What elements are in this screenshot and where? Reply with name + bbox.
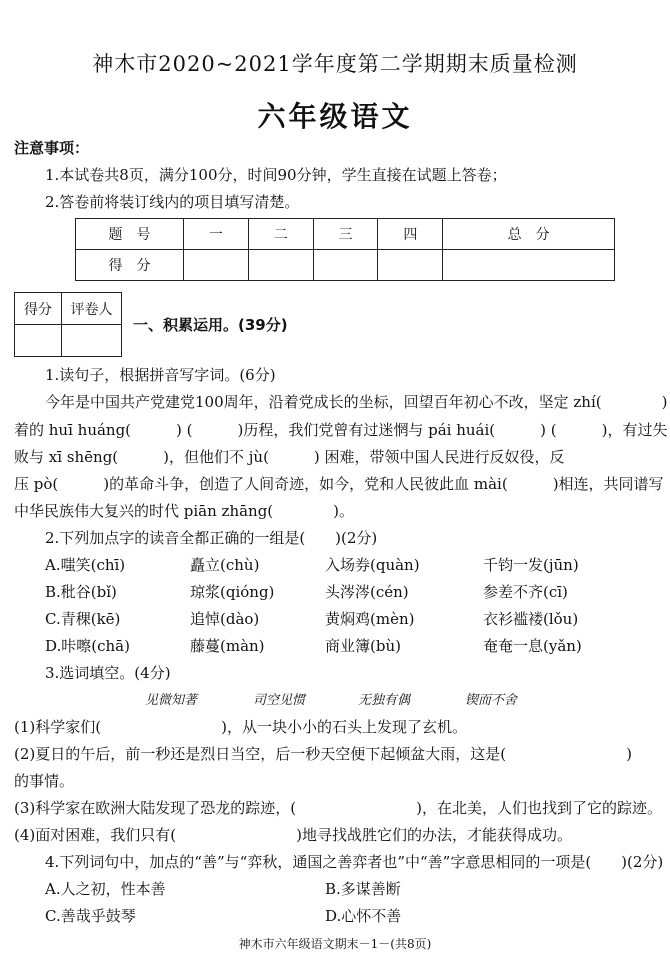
notice-heading: 注意事项： [14, 139, 90, 157]
q3-title: 3.选词填空。(4分) [45, 664, 171, 682]
q3-line: (2)夏日的午后，前一秒还是烈日当空，后一秒天空便下起倾盆大雨，这是( ) [14, 745, 632, 763]
exam-title: 神木市2020~2021学年度第二学期期末质量检测 [92, 52, 578, 76]
page-footer: 神木市六年级语文期末－1－(共8页) [238, 937, 432, 951]
section1-title: 一、积累运用。(39分) [133, 316, 288, 334]
q2-option: 千钧一发(jūn) [483, 556, 579, 574]
q2-option: 衣衫褴褛(lǒu) [483, 610, 579, 628]
q3-word: 司空见惯 [253, 693, 306, 708]
score-header-cell: 题 号 [76, 219, 184, 250]
q2-option: B.秕谷(bǐ) [45, 583, 117, 601]
q3-word: 无独有偶 [358, 693, 411, 708]
score-cell[interactable] [313, 250, 378, 281]
q2-option: 入场券(quàn) [325, 556, 420, 574]
score-cell[interactable] [248, 250, 313, 281]
score-header-cell: 二 [248, 219, 313, 250]
score-header-cell: 四 [378, 219, 443, 250]
score-table-header-row [76, 219, 615, 250]
score-table-score-row [76, 250, 615, 281]
q4-option: A.人之初，性本善 [45, 880, 166, 898]
q2-title: 2.下列加点字的读音全都正确的一组是( )(2分) [45, 529, 378, 547]
q4-option: D.心怀不善 [325, 907, 402, 925]
score-cell[interactable] [184, 250, 249, 281]
q3-word: 锲而不舍 [465, 693, 518, 708]
score-row-label: 得 分 [76, 250, 184, 281]
q2-option: 奄奄一息(yǎn) [483, 637, 582, 655]
q2-option: 头涔涔(cén) [325, 583, 409, 601]
score-header-cell: 一 [184, 219, 249, 250]
q3-line: (1)科学家们( )，从一块小小的石头上发现了玄机。 [14, 718, 467, 736]
q1-line: 压 pò( )的革命斗争，创造了人间奇迹，如今，党和人民彼此血 mài( )相连，共同谱写 [14, 475, 664, 493]
q1-line: 着的 huī huáng( ) ( )历程，我们党曾有过迷惘与 pái huái( ) ( )，有过失 [14, 421, 668, 439]
q4-option: B.多谋善断 [325, 880, 401, 898]
q2-option: 商业簿(bù) [325, 637, 401, 655]
q1-line: 今年是中国共产党建党100周年，沿着党成长的坐标，回望百年初心不改，坚定 zhí( ) [45, 393, 668, 411]
score-header-cell: 总 分 [443, 219, 615, 250]
notice-item-1: 1.本试卷共8页，满分100分，时间90分钟，学生直接在试题上答卷； [45, 166, 507, 184]
q2-option: D.咔嚓(chā) [45, 637, 130, 655]
q2-option: 参差不齐(cī) [483, 583, 568, 601]
grader-box [14, 292, 122, 357]
q2-option: C.青稞(kē) [45, 610, 121, 628]
q2-option: A.嗤笑(chī) [45, 556, 126, 574]
score-table [75, 218, 615, 281]
grader-score-cell[interactable] [15, 325, 62, 357]
q2-option: 琼浆(qióng) [190, 583, 275, 601]
q4-option: C.善哉乎鼓琴 [45, 907, 136, 925]
q1-line: 中华民族伟大复兴的时代 piān zhāng( )。 [14, 502, 355, 520]
score-cell[interactable] [378, 250, 443, 281]
grader-name-label: 评卷人 [62, 293, 122, 325]
q3-word: 见微知著 [145, 693, 198, 708]
q3-line: 的事情。 [14, 772, 75, 790]
q2-option: 追悼(dào) [190, 610, 260, 628]
q3-line: (4)面对困难，我们只有( )地寻找战胜它们的办法，才能获得成功。 [14, 826, 572, 844]
q3-line: (3)科学家在欧洲大陆发现了恐龙的踪迹，( )，在北美，人们也找到了它的踪迹。 [14, 799, 662, 817]
q1-title: 1.读句子，根据拼音写字词。(6分) [45, 366, 276, 384]
score-cell[interactable] [443, 250, 615, 281]
q1-line: 败与 xī shēng( )，但他们不 jù( ) 困难，带领中国人民进行反奴役，反 [14, 448, 565, 466]
grader-name-cell[interactable] [62, 325, 122, 357]
q2-option: 黄焖鸡(mèn) [325, 610, 415, 628]
q4-title: 4.下列词句中，加点的“善”与“弈秋，通国之善弈者也”中“善”字意思相同的一项是( )(2分) [45, 853, 664, 871]
score-header-cell: 三 [313, 219, 378, 250]
notice-item-2: 2.答卷前将装订线内的项目填写清楚。 [45, 193, 300, 211]
q2-option: 藤蔓(màn) [190, 637, 265, 655]
grader-score-label: 得分 [15, 293, 62, 325]
subject-title: 六年级语文 [257, 100, 413, 133]
q2-option: 矗立(chù) [190, 556, 260, 574]
